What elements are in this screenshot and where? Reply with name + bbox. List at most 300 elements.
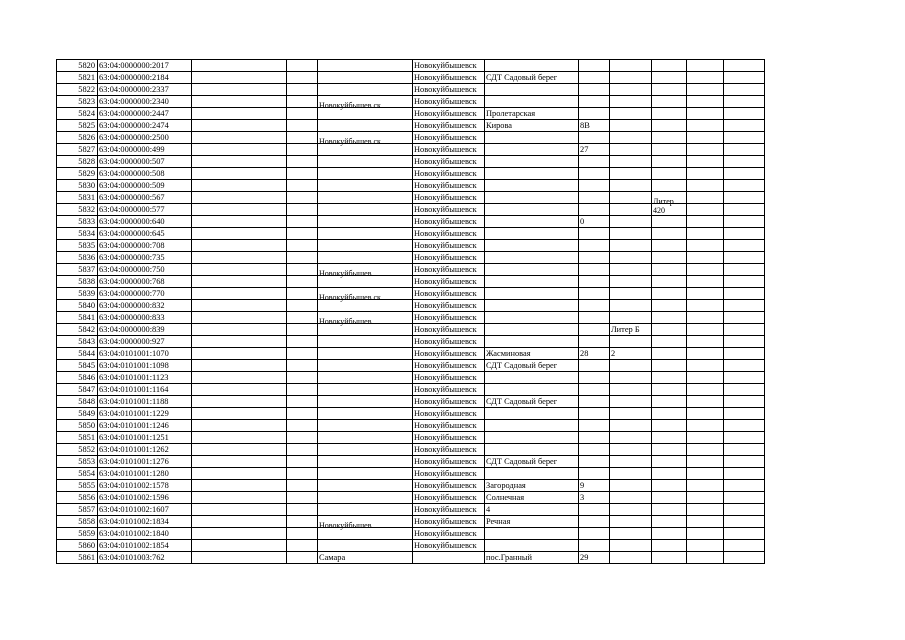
row-number: 5822 xyxy=(57,84,98,96)
row-number: 5855 xyxy=(57,480,98,492)
col-d xyxy=(287,504,318,516)
street-cell: Загородная xyxy=(485,480,579,492)
city-cell: Новокуйбышевск xyxy=(413,444,485,456)
city-cell: Новокуйбышевск xyxy=(413,312,485,324)
city-cell: Новокуйбышевск xyxy=(413,192,485,204)
cadastral-number: 63:04:0101001:1229 xyxy=(98,408,192,420)
cadastral-number: 63:04:0000000:640 xyxy=(98,216,192,228)
street-cell: СДТ Садовый берег xyxy=(485,72,579,84)
cadastral-number: 63:04:0000000:507 xyxy=(98,156,192,168)
city-cell: Новокуйбышевск xyxy=(413,84,485,96)
house-cell xyxy=(579,336,610,348)
building-cell xyxy=(610,528,652,540)
settlement-type-cell xyxy=(318,216,413,228)
col-k xyxy=(687,108,724,120)
col-k xyxy=(687,288,724,300)
house-cell xyxy=(579,456,610,468)
letter-cell xyxy=(652,197,687,216)
letter-cell xyxy=(652,276,687,288)
house-cell xyxy=(579,84,610,96)
letter-cell xyxy=(652,72,687,84)
letter-cell xyxy=(652,516,687,528)
city-cell: Новокуйбышевск xyxy=(413,60,485,72)
col-k xyxy=(687,420,724,432)
house-cell xyxy=(579,72,610,84)
cadastral-number: 63:04:0000000:2340 xyxy=(98,96,192,108)
house-cell xyxy=(579,228,610,240)
settlement-type-cell xyxy=(318,360,413,372)
row-number: 5836 xyxy=(57,252,98,264)
col-k xyxy=(687,528,724,540)
street-cell xyxy=(485,240,579,252)
table-row xyxy=(57,348,765,360)
col-l xyxy=(724,384,765,396)
building-cell xyxy=(610,264,652,276)
city-cell: Новокуйбышевск xyxy=(413,504,485,516)
house-cell xyxy=(579,516,610,528)
city-cell: Новокуйбышевск xyxy=(413,288,485,300)
row-number: 5824 xyxy=(57,108,98,120)
table-row xyxy=(57,504,765,516)
street-cell xyxy=(485,168,579,180)
table-row xyxy=(57,108,765,120)
letter-cell xyxy=(652,156,687,168)
cadastral-number: 63:04:0101002:1834 xyxy=(98,516,192,528)
col-c xyxy=(192,180,287,192)
col-d xyxy=(287,456,318,468)
col-k xyxy=(687,60,724,72)
city-cell: Новокуйбышевск xyxy=(413,216,485,228)
col-k xyxy=(687,468,724,480)
cadastral-number: 63:04:0000000:2017 xyxy=(98,60,192,72)
col-d xyxy=(287,276,318,288)
street-cell xyxy=(485,144,579,156)
city-cell: Новокуйбышевск xyxy=(413,204,485,216)
street-cell: СДТ Садовый берег xyxy=(485,396,579,408)
row-number: 5861 xyxy=(57,552,98,564)
building-cell xyxy=(610,252,652,264)
street-cell xyxy=(485,312,579,324)
building-cell xyxy=(610,84,652,96)
settlement-type-cell xyxy=(318,269,413,288)
col-k xyxy=(687,192,724,204)
col-k xyxy=(687,432,724,444)
city-cell: Новокуйбышевск xyxy=(413,408,485,420)
cadastral-number: 63:04:0101001:1070 xyxy=(98,348,192,360)
row-number: 5857 xyxy=(57,504,98,516)
col-k xyxy=(687,168,724,180)
col-c xyxy=(192,492,287,504)
col-d xyxy=(287,480,318,492)
building-cell xyxy=(610,168,652,180)
house-cell xyxy=(579,276,610,288)
col-d xyxy=(287,348,318,360)
col-l xyxy=(724,552,765,564)
row-number: 5854 xyxy=(57,468,98,480)
col-c xyxy=(192,408,287,420)
street-cell xyxy=(485,96,579,108)
clipped-text: Литер 420 xyxy=(653,197,674,215)
col-k xyxy=(687,96,724,108)
letter-cell xyxy=(652,60,687,72)
row-number: 5844 xyxy=(57,348,98,360)
building-cell xyxy=(610,516,652,528)
building-cell xyxy=(610,372,652,384)
city-cell: Новокуйбышевск xyxy=(413,300,485,312)
building-cell xyxy=(610,300,652,312)
col-k xyxy=(687,540,724,552)
row-number: 5849 xyxy=(57,408,98,420)
col-d xyxy=(287,432,318,444)
building-cell xyxy=(610,180,652,192)
col-d xyxy=(287,528,318,540)
house-cell xyxy=(579,324,610,336)
building-cell xyxy=(610,144,652,156)
cadastral-number: 63:04:0101001:1262 xyxy=(98,444,192,456)
table-row xyxy=(57,204,765,216)
building-cell xyxy=(610,276,652,288)
row-number: 5825 xyxy=(57,120,98,132)
col-k xyxy=(687,504,724,516)
street-cell xyxy=(485,60,579,72)
letter-cell xyxy=(652,432,687,444)
col-k xyxy=(687,180,724,192)
letter-cell xyxy=(652,336,687,348)
col-d xyxy=(287,360,318,372)
building-cell xyxy=(610,120,652,132)
col-d xyxy=(287,408,318,420)
col-d xyxy=(287,60,318,72)
building-cell xyxy=(610,420,652,432)
cadastral-number: 63:04:0101002:1854 xyxy=(98,540,192,552)
settlement-type-cell xyxy=(318,317,413,336)
settlement-type-cell xyxy=(318,228,413,240)
cadastral-number: 63:04:0000000:508 xyxy=(98,168,192,180)
street-cell xyxy=(485,156,579,168)
city-cell: Новокуйбышевск xyxy=(413,336,485,348)
col-k xyxy=(687,204,724,216)
settlement-type-cell xyxy=(318,420,413,432)
col-k xyxy=(687,216,724,228)
clipped-text: Новокуйбышев ск xyxy=(319,137,381,146)
col-k xyxy=(687,264,724,276)
cadastral-number: 63:04:0101001:1276 xyxy=(98,456,192,468)
col-l xyxy=(724,192,765,204)
cadastral-number: 63:04:0000000:2337 xyxy=(98,84,192,96)
col-k xyxy=(687,552,724,564)
col-c xyxy=(192,504,287,516)
house-cell xyxy=(579,504,610,516)
city-cell: Новокуйбышевск xyxy=(413,348,485,360)
settlement-type-cell xyxy=(318,120,413,132)
row-number: 5842 xyxy=(57,324,98,336)
col-l xyxy=(724,96,765,108)
street-cell xyxy=(485,264,579,276)
table-row xyxy=(57,300,765,312)
col-l xyxy=(724,540,765,552)
table-row xyxy=(57,420,765,432)
cadastral-number: 63:04:0101002:1607 xyxy=(98,504,192,516)
house-cell xyxy=(579,192,610,204)
col-d xyxy=(287,84,318,96)
letter-cell xyxy=(652,396,687,408)
col-l xyxy=(724,516,765,528)
row-number: 5820 xyxy=(57,60,98,72)
cadastral-number: 63:04:0101001:1251 xyxy=(98,432,192,444)
cadastral-number: 63:04:0000000:708 xyxy=(98,240,192,252)
col-d xyxy=(287,96,318,108)
street-cell: Пролетарская xyxy=(485,108,579,120)
col-l xyxy=(724,132,765,144)
street-cell: пос.Гранный xyxy=(485,552,579,564)
col-c xyxy=(192,204,287,216)
col-d xyxy=(287,312,318,324)
row-number: 5841 xyxy=(57,312,98,324)
col-c xyxy=(192,324,287,336)
cadastral-number: 63:04:0101002:1596 xyxy=(98,492,192,504)
col-c xyxy=(192,348,287,360)
col-k xyxy=(687,492,724,504)
col-k xyxy=(687,396,724,408)
house-cell xyxy=(579,60,610,72)
building-cell: Литер Б xyxy=(610,324,652,336)
settlement-type-cell xyxy=(318,492,413,504)
col-l xyxy=(724,456,765,468)
building-cell: 2 xyxy=(610,348,652,360)
cadastral-number: 63:04:0000000:509 xyxy=(98,180,192,192)
settlement-type-cell xyxy=(318,372,413,384)
city-cell: Новокуйбышевск xyxy=(413,144,485,156)
cadastral-number: 63:04:0000000:832 xyxy=(98,300,192,312)
letter-cell xyxy=(652,324,687,336)
col-k xyxy=(687,516,724,528)
building-cell xyxy=(610,336,652,348)
street-cell xyxy=(485,420,579,432)
street-cell: 4 xyxy=(485,504,579,516)
col-l xyxy=(724,120,765,132)
city-cell: Новокуйбышевск xyxy=(413,132,485,144)
settlement-type-cell: Самара xyxy=(318,552,413,564)
building-cell xyxy=(610,408,652,420)
settlement-type-cell xyxy=(318,348,413,360)
col-c xyxy=(192,468,287,480)
col-c xyxy=(192,216,287,228)
col-k xyxy=(687,324,724,336)
col-c xyxy=(192,420,287,432)
table-row xyxy=(57,72,765,84)
street-cell: Кирова xyxy=(485,120,579,132)
col-l xyxy=(724,420,765,432)
building-cell xyxy=(610,492,652,504)
building-cell xyxy=(610,360,652,372)
letter-cell xyxy=(652,552,687,564)
col-c xyxy=(192,132,287,144)
building-cell xyxy=(610,552,652,564)
table-row xyxy=(57,216,765,228)
col-c xyxy=(192,528,287,540)
letter-cell xyxy=(652,468,687,480)
col-d xyxy=(287,540,318,552)
row-number: 5833 xyxy=(57,216,98,228)
col-l xyxy=(724,372,765,384)
table-row xyxy=(57,456,765,468)
cadastral-number: 63:04:0101001:1246 xyxy=(98,420,192,432)
street-cell xyxy=(485,372,579,384)
table-row xyxy=(57,552,765,564)
col-l xyxy=(724,360,765,372)
house-cell xyxy=(579,108,610,120)
city-cell: Новокуйбышевск xyxy=(413,156,485,168)
col-k xyxy=(687,84,724,96)
settlement-type-cell xyxy=(318,180,413,192)
street-cell xyxy=(485,540,579,552)
building-cell xyxy=(610,444,652,456)
settlement-type-cell xyxy=(318,456,413,468)
letter-cell xyxy=(652,168,687,180)
street-cell: Солнечная xyxy=(485,492,579,504)
col-d xyxy=(287,444,318,456)
city-cell: Новокуйбышевск xyxy=(413,264,485,276)
letter-cell xyxy=(652,540,687,552)
clipped-text xyxy=(319,197,412,215)
settlement-type-cell xyxy=(318,168,413,180)
city-cell: Новокуйбышевск xyxy=(413,108,485,120)
col-d xyxy=(287,288,318,300)
cadastral-number: 63:04:0000000:927 xyxy=(98,336,192,348)
table-row xyxy=(57,252,765,264)
cadastral-number: 63:04:0101002:1578 xyxy=(98,480,192,492)
col-l xyxy=(724,396,765,408)
building-cell xyxy=(610,96,652,108)
col-c xyxy=(192,516,287,528)
house-cell xyxy=(579,156,610,168)
row-number: 5832 xyxy=(57,204,98,216)
col-d xyxy=(287,552,318,564)
building-cell xyxy=(610,456,652,468)
col-k xyxy=(687,120,724,132)
house-cell xyxy=(579,420,610,432)
row-number: 5848 xyxy=(57,396,98,408)
street-cell xyxy=(485,336,579,348)
table-row xyxy=(57,84,765,96)
col-d xyxy=(287,216,318,228)
letter-cell xyxy=(652,108,687,120)
house-cell xyxy=(579,288,610,300)
col-l xyxy=(724,216,765,228)
street-cell xyxy=(485,132,579,144)
col-c xyxy=(192,312,287,324)
building-cell xyxy=(610,72,652,84)
settlement-type-cell xyxy=(318,72,413,84)
building-cell xyxy=(610,60,652,72)
col-k xyxy=(687,444,724,456)
col-l xyxy=(724,72,765,84)
table-row xyxy=(57,468,765,480)
letter-cell xyxy=(652,456,687,468)
table-row xyxy=(57,432,765,444)
row-number: 5850 xyxy=(57,420,98,432)
table-row xyxy=(57,324,765,336)
table-row xyxy=(57,336,765,348)
col-l xyxy=(724,528,765,540)
col-l xyxy=(724,312,765,324)
row-number: 5829 xyxy=(57,168,98,180)
street-cell xyxy=(485,432,579,444)
col-c xyxy=(192,456,287,468)
house-cell xyxy=(579,360,610,372)
cadastral-number: 63:04:0000000:567 xyxy=(98,192,192,204)
settlement-type-cell xyxy=(318,137,413,156)
building-cell xyxy=(610,432,652,444)
letter-cell xyxy=(652,180,687,192)
col-c xyxy=(192,120,287,132)
street-cell xyxy=(485,288,579,300)
building-cell xyxy=(610,312,652,324)
row-number: 5840 xyxy=(57,300,98,312)
col-d xyxy=(287,156,318,168)
house-cell: 27 xyxy=(579,144,610,156)
col-d xyxy=(287,132,318,144)
cadastral-number: 63:04:0000000:770 xyxy=(98,288,192,300)
house-cell: 9 xyxy=(579,480,610,492)
row-number: 5823 xyxy=(57,96,98,108)
row-number: 5838 xyxy=(57,276,98,288)
letter-cell xyxy=(652,384,687,396)
row-number: 5828 xyxy=(57,156,98,168)
col-l xyxy=(724,432,765,444)
building-cell xyxy=(610,132,652,144)
col-c xyxy=(192,264,287,276)
house-cell xyxy=(579,96,610,108)
clipped-text: Новокуйбышев xyxy=(319,317,372,326)
settlement-type-cell xyxy=(318,444,413,456)
street-cell xyxy=(485,324,579,336)
building-cell xyxy=(610,192,652,204)
col-c xyxy=(192,288,287,300)
cadastral-number: 63:04:0000000:2500 xyxy=(98,132,192,144)
cadastral-number: 63:04:0101001:1123 xyxy=(98,372,192,384)
house-cell xyxy=(579,528,610,540)
letter-cell xyxy=(652,96,687,108)
letter-cell xyxy=(652,528,687,540)
col-d xyxy=(287,120,318,132)
col-k xyxy=(687,240,724,252)
cadastral-number: 63:04:0101001:1188 xyxy=(98,396,192,408)
table-row xyxy=(57,408,765,420)
cadastral-number: 63:04:0101002:1840 xyxy=(98,528,192,540)
col-d xyxy=(287,396,318,408)
col-d xyxy=(287,324,318,336)
col-k xyxy=(687,384,724,396)
col-d xyxy=(287,384,318,396)
settlement-type-cell xyxy=(318,156,413,168)
col-c xyxy=(192,552,287,564)
settlement-type-cell xyxy=(318,336,413,348)
city-cell: Новокуйбышевск xyxy=(413,432,485,444)
col-c xyxy=(192,276,287,288)
col-l xyxy=(724,276,765,288)
table-row xyxy=(57,492,765,504)
house-cell xyxy=(579,264,610,276)
col-k xyxy=(687,360,724,372)
col-l xyxy=(724,252,765,264)
table-row xyxy=(57,528,765,540)
settlement-type-cell xyxy=(318,480,413,492)
col-l xyxy=(724,168,765,180)
building-cell xyxy=(610,396,652,408)
cadastral-number: 63:04:0000000:833 xyxy=(98,312,192,324)
letter-cell xyxy=(652,444,687,456)
